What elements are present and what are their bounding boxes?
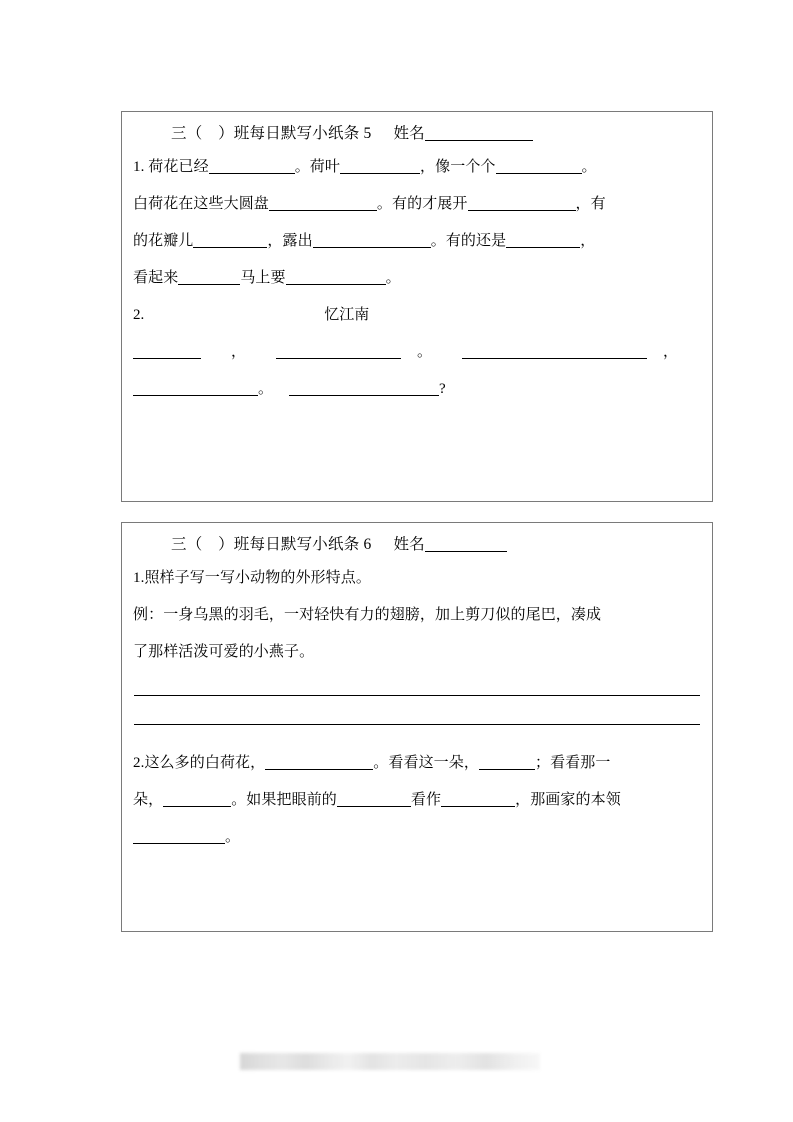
text-segment: ，像一个个 bbox=[420, 159, 496, 175]
text-segment: 。 bbox=[225, 829, 241, 845]
fill-blank[interactable] bbox=[286, 270, 386, 285]
text-segment: 。看看这一朵， bbox=[373, 755, 479, 771]
text-segment: 朵， bbox=[133, 792, 164, 808]
worksheet-2-title: 三（ ）班每日默写小纸条 6 bbox=[171, 536, 372, 553]
worksheet-1-item-1-line-4 bbox=[133, 260, 701, 297]
fill-blank[interactable] bbox=[313, 233, 431, 248]
worksheet-2-item-1-example-line-2: 了那样活泼可爱的小燕子。 bbox=[133, 644, 315, 660]
text-segment: 白荷花在这些大圆盘 bbox=[133, 196, 269, 212]
fill-blank[interactable] bbox=[441, 792, 515, 807]
text-segment: 。 bbox=[385, 270, 401, 286]
worksheet-1-item-1-line-1 bbox=[133, 149, 701, 186]
fill-blank[interactable] bbox=[133, 344, 201, 359]
worksheet-1-item-1-line-2 bbox=[133, 186, 701, 223]
worksheet-1-item-1-line-3 bbox=[133, 223, 701, 260]
text-segment: 看作 bbox=[410, 792, 442, 808]
text-segment: 1. 荷花已经 bbox=[133, 159, 209, 175]
worksheet-1-item-2-header bbox=[133, 297, 701, 334]
text-segment: ，露出 bbox=[267, 233, 313, 249]
fill-blank[interactable] bbox=[506, 233, 580, 248]
text-segment: ， bbox=[580, 233, 596, 249]
worksheet-box-1 bbox=[121, 111, 713, 502]
fill-blank[interactable] bbox=[133, 381, 258, 396]
fill-blank[interactable] bbox=[276, 344, 401, 359]
text-segment: 。如果把眼前的 bbox=[231, 792, 337, 808]
text-segment: ，有 bbox=[575, 196, 606, 212]
worksheet-2-item-1-prompt: 1.照样子写一写小动物的外形特点。 bbox=[133, 570, 371, 586]
worksheet-2-name-blank[interactable] bbox=[425, 537, 507, 552]
fill-blank[interactable] bbox=[163, 792, 231, 807]
fill-blank[interactable] bbox=[468, 196, 576, 211]
worksheet-2-content bbox=[122, 530, 712, 856]
worksheet-box-2 bbox=[121, 522, 713, 932]
text-segment: 。荷叶 bbox=[294, 159, 341, 175]
fill-blank[interactable] bbox=[269, 196, 377, 211]
punctuation: 。 bbox=[258, 381, 274, 397]
worksheet-2-item-2-line-1 bbox=[133, 745, 701, 782]
item-number: 2. bbox=[133, 307, 145, 323]
worksheet-2-item-2-line-3 bbox=[133, 819, 701, 856]
redacted-watermark-bar bbox=[240, 1053, 540, 1070]
text-segment: 。有的才展开 bbox=[376, 196, 468, 212]
worksheet-2-item-2-line-2 bbox=[133, 782, 701, 819]
punctuation: ， bbox=[231, 344, 247, 360]
worksheet-2-item-1-example-line-1: 例：一身乌黑的羽毛，一对轻快有力的翅膀，加上剪刀似的尾巴，凑成 bbox=[133, 607, 602, 623]
fill-blank[interactable] bbox=[193, 233, 267, 248]
fill-blank[interactable] bbox=[340, 159, 420, 174]
worksheet-1-header bbox=[133, 119, 701, 149]
worksheet-1-title: 三（ ）班每日默写小纸条 5 bbox=[171, 125, 372, 142]
fill-blank[interactable] bbox=[462, 344, 647, 359]
worksheet-1-name-blank[interactable] bbox=[425, 126, 533, 141]
worksheet-1-content bbox=[122, 119, 712, 408]
text-segment: ，那画家的本领 bbox=[515, 792, 621, 808]
text-segment: 马上要 bbox=[240, 270, 286, 286]
text-segment: 2.这么多的白荷花， bbox=[133, 755, 266, 771]
worksheet-1-name-label: 姓名 bbox=[393, 125, 425, 142]
worksheet-1-poem-line-1 bbox=[133, 334, 701, 371]
fill-blank[interactable] bbox=[496, 159, 582, 174]
fill-blank[interactable] bbox=[337, 792, 411, 807]
worksheet-2-header bbox=[133, 530, 701, 560]
worksheet-1-poem-line-2 bbox=[133, 371, 701, 408]
text-segment: ；看看那一 bbox=[534, 755, 611, 771]
text-segment: 看起来 bbox=[133, 270, 179, 286]
text-segment: 。 bbox=[581, 159, 597, 175]
fill-blank[interactable] bbox=[289, 381, 439, 396]
fill-blank[interactable] bbox=[265, 755, 373, 770]
poem-title: 忆江南 bbox=[324, 307, 370, 323]
punctuation: ? bbox=[439, 381, 446, 397]
fill-blank[interactable] bbox=[178, 270, 240, 285]
punctuation: 。 bbox=[417, 344, 433, 360]
fill-blank[interactable] bbox=[479, 755, 535, 770]
worksheet-2-name-label: 姓名 bbox=[393, 536, 425, 553]
text-segment: 的花瓣儿 bbox=[133, 233, 194, 249]
punctuation: ， bbox=[663, 344, 679, 360]
fill-blank[interactable] bbox=[133, 829, 225, 844]
text-segment: 。有的还是 bbox=[430, 233, 507, 249]
fill-blank[interactable] bbox=[209, 159, 295, 174]
